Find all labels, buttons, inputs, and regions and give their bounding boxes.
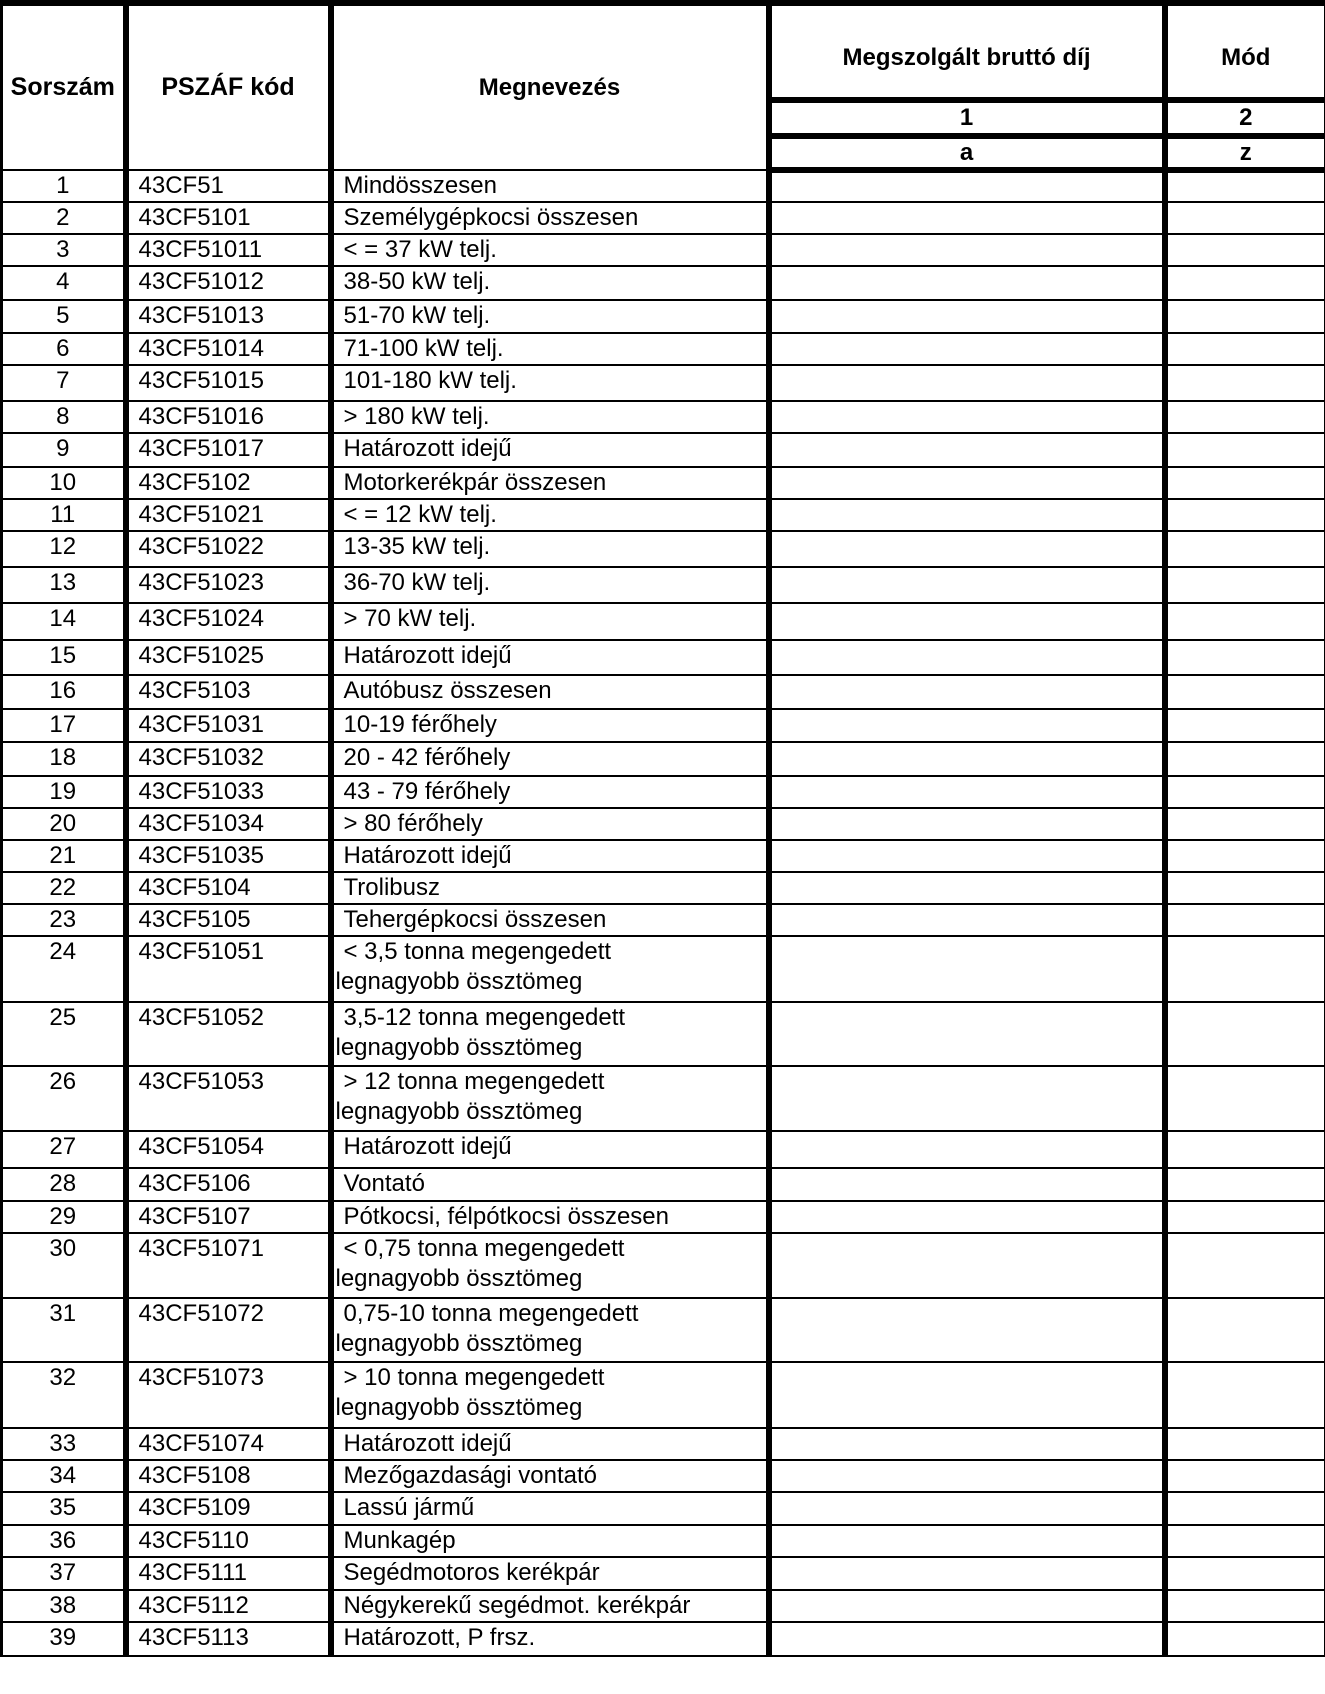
row-name-cell	[331, 170, 769, 202]
row-name: < = 37 kW telj.	[343, 236, 497, 263]
row-mode-input[interactable]	[1165, 202, 1325, 234]
row-pszaf-code: 43CF51021	[126, 499, 331, 531]
row-pszaf-code: 43CF5109	[126, 1492, 331, 1525]
row-gross-premium-input[interactable]	[769, 467, 1165, 499]
row-mode-input[interactable]	[1165, 709, 1325, 742]
row-mode-input[interactable]	[1165, 467, 1325, 499]
row-pszaf-code: 43CF5106	[126, 1168, 331, 1201]
table-row	[2, 904, 1325, 936]
row-mode-input[interactable]	[1165, 300, 1325, 333]
table-row	[2, 840, 1325, 872]
table-row	[2, 1557, 1325, 1590]
row-gross-premium-input[interactable]	[769, 872, 1165, 904]
row-name: Mindösszesen	[343, 172, 497, 199]
table-row	[2, 776, 1325, 808]
row-pszaf-code: 43CF51025	[126, 640, 331, 675]
row-gross-premium-input[interactable]	[769, 1131, 1165, 1168]
row-pszaf-code: 43CF5101	[126, 202, 331, 234]
row-name: Határozott idejű	[343, 435, 512, 462]
row-number: 18	[2, 742, 126, 776]
row-name-cell	[331, 872, 769, 904]
row-gross-premium-input[interactable]	[769, 202, 1165, 234]
row-number: 27	[2, 1131, 126, 1168]
row-pszaf-code: 43CF5113	[126, 1622, 331, 1656]
row-pszaf-code: 43CF51013	[126, 300, 331, 333]
row-pszaf-code: 43CF51023	[126, 567, 331, 603]
row-pszaf-code: 43CF51035	[126, 840, 331, 872]
row-mode-input[interactable]	[1165, 1460, 1325, 1492]
row-gross-premium-input[interactable]	[769, 567, 1165, 603]
row-name-cell	[331, 675, 769, 709]
row-name-cell	[331, 234, 769, 266]
row-mode-input[interactable]	[1165, 1622, 1325, 1656]
row-name-cell	[331, 1525, 769, 1557]
table-row	[2, 234, 1325, 266]
row-gross-premium-input[interactable]	[769, 1460, 1165, 1492]
row-number: 7	[2, 365, 126, 401]
row-name-cell	[331, 904, 769, 936]
row-number: 30	[2, 1233, 126, 1298]
row-mode-input[interactable]	[1165, 1492, 1325, 1525]
row-mode-input[interactable]	[1165, 1168, 1325, 1201]
row-name: Határozott idejű	[343, 1133, 512, 1160]
row-number: 29	[2, 1201, 126, 1233]
table-row	[2, 531, 1325, 567]
row-name: < 3,5 tonna megengedett	[343, 938, 612, 965]
row-name-cell	[331, 742, 769, 776]
table-row	[2, 640, 1325, 675]
row-name-cell	[331, 1298, 769, 1362]
row-number: 8	[2, 401, 126, 433]
row-pszaf-code: 43CF51	[126, 170, 331, 202]
row-name: 38-50 kW telj.	[343, 268, 491, 295]
row-name-cell	[331, 709, 769, 742]
row-name: Segédmotoros kerékpár	[343, 1559, 600, 1586]
row-number: 39	[2, 1622, 126, 1656]
row-number: 35	[2, 1492, 126, 1525]
row-name-cell	[331, 333, 769, 365]
table-row	[2, 872, 1325, 904]
table-row	[2, 1590, 1325, 1622]
row-mode-input[interactable]	[1165, 808, 1325, 840]
row-gross-premium-input[interactable]	[769, 709, 1165, 742]
row-name: 20 - 42 férőhely	[343, 744, 511, 771]
row-name-cell	[331, 531, 769, 567]
header-megnevezes: Megnevezés	[331, 3, 769, 170]
row-number: 5	[2, 300, 126, 333]
row-mode-input[interactable]	[1165, 640, 1325, 675]
row-name-cell	[331, 202, 769, 234]
row-name-cell	[331, 1233, 769, 1298]
header-mod-number: 2	[1165, 100, 1325, 136]
row-number: 16	[2, 675, 126, 709]
row-pszaf-code: 43CF51016	[126, 401, 331, 433]
row-number: 17	[2, 709, 126, 742]
row-mode-input[interactable]	[1165, 401, 1325, 433]
row-gross-premium-input[interactable]	[769, 499, 1165, 531]
table-row	[2, 1622, 1325, 1656]
table-row	[2, 1002, 1325, 1066]
row-mode-input[interactable]	[1165, 1590, 1325, 1622]
table-row	[2, 709, 1325, 742]
row-pszaf-code: 43CF51031	[126, 709, 331, 742]
row-pszaf-code: 43CF51054	[126, 1131, 331, 1168]
row-name: 101-180 kW telj.	[343, 367, 517, 394]
row-number: 9	[2, 433, 126, 467]
row-name: Négykerekű segédmot. kerékpár	[343, 1592, 691, 1619]
row-gross-premium-input[interactable]	[769, 1622, 1165, 1656]
row-gross-premium-input[interactable]	[769, 675, 1165, 709]
row-mode-input[interactable]	[1165, 1557, 1325, 1590]
row-mode-input[interactable]	[1165, 936, 1325, 1002]
row-gross-premium-input[interactable]	[769, 1557, 1165, 1590]
table-row	[2, 603, 1325, 640]
row-gross-premium-input[interactable]	[769, 742, 1165, 776]
row-name-cell	[331, 1622, 769, 1656]
row-name: Lassú jármű	[343, 1494, 475, 1521]
table-row	[2, 202, 1325, 234]
table-row	[2, 1201, 1325, 1233]
row-number: 24	[2, 936, 126, 1002]
row-name: 36-70 kW telj.	[343, 569, 491, 596]
row-mode-input[interactable]	[1165, 433, 1325, 467]
row-gross-premium-input[interactable]	[769, 1233, 1165, 1298]
table-row	[2, 333, 1325, 365]
row-pszaf-code: 43CF5105	[126, 904, 331, 936]
row-name-cell	[331, 1002, 769, 1066]
header-mod: Mód	[1165, 3, 1325, 100]
row-pszaf-code: 43CF5111	[126, 1557, 331, 1590]
row-gross-premium-input[interactable]	[769, 1168, 1165, 1201]
row-name: > 80 férőhely	[343, 810, 483, 837]
row-name-cell	[331, 776, 769, 808]
table-row	[2, 1428, 1325, 1460]
row-name-cell	[331, 401, 769, 433]
table-row	[2, 499, 1325, 531]
row-gross-premium-input[interactable]	[769, 433, 1165, 467]
row-gross-premium-input[interactable]	[769, 603, 1165, 640]
row-name-cell	[331, 1168, 769, 1201]
row-pszaf-code: 43CF5104	[126, 872, 331, 904]
table-row	[2, 300, 1325, 333]
row-gross-premium-input[interactable]	[769, 776, 1165, 808]
row-pszaf-code: 43CF51053	[126, 1066, 331, 1131]
row-name-continued: legnagyobb össztömeg	[335, 968, 583, 995]
row-gross-premium-input[interactable]	[769, 170, 1165, 202]
row-name: 3,5-12 tonna megengedett	[343, 1004, 626, 1031]
row-pszaf-code: 43CF51012	[126, 266, 331, 300]
header-sorszam: Sorszám	[2, 3, 126, 170]
row-pszaf-code: 43CF5110	[126, 1525, 331, 1557]
row-name-cell	[331, 433, 769, 467]
table-row	[2, 808, 1325, 840]
row-mode-input[interactable]	[1165, 675, 1325, 709]
table-row	[2, 1168, 1325, 1201]
row-gross-premium-input[interactable]	[769, 1492, 1165, 1525]
row-name-continued: legnagyobb össztömeg	[335, 1394, 583, 1421]
row-name-cell	[331, 1460, 769, 1492]
row-name: < 0,75 tonna megengedett	[343, 1235, 625, 1262]
row-name: Tehergépkocsi összesen	[343, 906, 607, 933]
row-name-cell	[331, 1066, 769, 1131]
row-number: 22	[2, 872, 126, 904]
row-pszaf-code: 43CF51072	[126, 1298, 331, 1362]
row-name-cell	[331, 499, 769, 531]
row-name: Mezőgazdasági vontató	[343, 1462, 597, 1489]
table-row	[2, 1362, 1325, 1428]
row-pszaf-code: 43CF5103	[126, 675, 331, 709]
row-gross-premium-input[interactable]	[769, 1298, 1165, 1362]
row-number: 6	[2, 333, 126, 365]
row-number: 15	[2, 640, 126, 675]
row-gross-premium-input[interactable]	[769, 300, 1165, 333]
table-row	[2, 365, 1325, 401]
row-number: 33	[2, 1428, 126, 1460]
row-name-cell	[331, 1590, 769, 1622]
row-mode-input[interactable]	[1165, 1002, 1325, 1066]
row-pszaf-code: 43CF51074	[126, 1428, 331, 1460]
row-mode-input[interactable]	[1165, 333, 1325, 365]
row-pszaf-code: 43CF51052	[126, 1002, 331, 1066]
row-number: 26	[2, 1066, 126, 1131]
row-name: 0,75-10 tonna megengedett	[343, 1300, 639, 1327]
row-mode-input[interactable]	[1165, 1525, 1325, 1557]
row-gross-premium-input[interactable]	[769, 1362, 1165, 1428]
row-name: Személygépkocsi összesen	[343, 204, 639, 231]
row-pszaf-code: 43CF5107	[126, 1201, 331, 1233]
row-pszaf-code: 43CF51024	[126, 603, 331, 640]
table-row	[2, 467, 1325, 499]
row-name-cell	[331, 467, 769, 499]
row-number: 20	[2, 808, 126, 840]
row-mode-input[interactable]	[1165, 872, 1325, 904]
row-number: 19	[2, 776, 126, 808]
row-name-cell	[331, 603, 769, 640]
table-row	[2, 170, 1325, 202]
row-pszaf-code: 43CF51022	[126, 531, 331, 567]
row-gross-premium-input[interactable]	[769, 904, 1165, 936]
row-number: 3	[2, 234, 126, 266]
row-name: 13-35 kW telj.	[343, 533, 491, 560]
row-number: 28	[2, 1168, 126, 1201]
row-name: 43 - 79 férőhely	[343, 778, 511, 805]
row-name: > 180 kW telj.	[343, 403, 490, 430]
row-gross-premium-input[interactable]	[769, 333, 1165, 365]
row-number: 34	[2, 1460, 126, 1492]
header-mod-type: z	[1165, 136, 1325, 170]
table-row	[2, 1066, 1325, 1131]
table-row	[2, 401, 1325, 433]
table-row	[2, 433, 1325, 467]
row-pszaf-code: 43CF51015	[126, 365, 331, 401]
row-gross-premium-input[interactable]	[769, 1002, 1165, 1066]
row-name-cell	[331, 266, 769, 300]
row-name-continued: legnagyobb össztömeg	[335, 1098, 583, 1125]
row-name: Határozott idejű	[343, 642, 512, 669]
row-name: Határozott idejű	[343, 842, 512, 869]
row-gross-premium-input[interactable]	[769, 401, 1165, 433]
row-number: 1	[2, 170, 126, 202]
header-dij-type: a	[769, 136, 1165, 170]
table-row	[2, 1525, 1325, 1557]
row-number: 14	[2, 603, 126, 640]
row-gross-premium-input[interactable]	[769, 1428, 1165, 1460]
row-gross-premium-input[interactable]	[769, 365, 1165, 401]
table-row	[2, 675, 1325, 709]
row-number: 13	[2, 567, 126, 603]
row-gross-premium-input[interactable]	[769, 1066, 1165, 1131]
row-pszaf-code: 43CF51033	[126, 776, 331, 808]
row-gross-premium-input[interactable]	[769, 808, 1165, 840]
row-name: 71-100 kW telj.	[343, 335, 504, 362]
row-name-cell	[331, 1201, 769, 1233]
table-row	[2, 1233, 1325, 1298]
row-pszaf-code: 43CF5108	[126, 1460, 331, 1492]
table-row	[2, 936, 1325, 1002]
row-number: 37	[2, 1557, 126, 1590]
row-gross-premium-input[interactable]	[769, 1201, 1165, 1233]
row-name-cell	[331, 1557, 769, 1590]
table-row	[2, 1298, 1325, 1362]
row-mode-input[interactable]	[1165, 365, 1325, 401]
row-number: 10	[2, 467, 126, 499]
row-mode-input[interactable]	[1165, 1233, 1325, 1298]
row-name: Motorkerékpár összesen	[343, 469, 607, 496]
row-mode-input[interactable]	[1165, 266, 1325, 300]
row-name: > 70 kW telj.	[343, 605, 477, 632]
row-name: > 10 tonna megengedett	[343, 1364, 605, 1391]
row-mode-input[interactable]	[1165, 170, 1325, 202]
row-number: 31	[2, 1298, 126, 1362]
row-name: < = 12 kW telj.	[343, 501, 497, 528]
table-row	[2, 567, 1325, 603]
row-pszaf-code: 43CF51034	[126, 808, 331, 840]
row-name-continued: legnagyobb össztömeg	[335, 1330, 583, 1357]
row-number: 2	[2, 202, 126, 234]
row-name-cell	[331, 1131, 769, 1168]
table-row	[2, 266, 1325, 300]
row-name-cell	[331, 840, 769, 872]
row-name: Határozott idejű	[343, 1430, 512, 1457]
row-pszaf-code: 43CF51032	[126, 742, 331, 776]
row-name-cell	[331, 567, 769, 603]
row-name-continued: legnagyobb össztömeg	[335, 1034, 583, 1061]
row-mode-input[interactable]	[1165, 234, 1325, 266]
row-gross-premium-input[interactable]	[769, 266, 1165, 300]
row-name: Határozott, P frsz.	[343, 1624, 536, 1651]
row-pszaf-code: 43CF51073	[126, 1362, 331, 1428]
row-pszaf-code: 43CF51017	[126, 433, 331, 467]
row-number: 11	[2, 499, 126, 531]
row-mode-input[interactable]	[1165, 904, 1325, 936]
row-mode-input[interactable]	[1165, 742, 1325, 776]
row-gross-premium-input[interactable]	[769, 640, 1165, 675]
row-mode-input[interactable]	[1165, 776, 1325, 808]
row-number: 32	[2, 1362, 126, 1428]
row-mode-input[interactable]	[1165, 1428, 1325, 1460]
table-row	[2, 742, 1325, 776]
row-name-cell	[331, 1492, 769, 1525]
row-name: > 12 tonna megengedett	[343, 1068, 605, 1095]
row-mode-input[interactable]	[1165, 531, 1325, 567]
table-row	[2, 1492, 1325, 1525]
header-dij: Megszolgált bruttó díj	[769, 3, 1165, 100]
row-mode-input[interactable]	[1165, 840, 1325, 872]
row-gross-premium-input[interactable]	[769, 840, 1165, 872]
row-mode-input[interactable]	[1165, 499, 1325, 531]
row-pszaf-code: 43CF51011	[126, 234, 331, 266]
row-number: 36	[2, 1525, 126, 1557]
row-mode-input[interactable]	[1165, 1201, 1325, 1233]
row-name-cell	[331, 640, 769, 675]
row-name-cell	[331, 1428, 769, 1460]
row-pszaf-code: 43CF5112	[126, 1590, 331, 1622]
row-mode-input[interactable]	[1165, 603, 1325, 640]
table-row	[2, 1460, 1325, 1492]
row-name-continued: legnagyobb össztömeg	[335, 1265, 583, 1292]
row-name: Munkagép	[343, 1527, 456, 1554]
row-mode-input[interactable]	[1165, 1362, 1325, 1428]
row-name: 51-70 kW telj.	[343, 302, 491, 329]
row-mode-input[interactable]	[1165, 567, 1325, 603]
row-number: 23	[2, 904, 126, 936]
row-number: 38	[2, 1590, 126, 1622]
row-name-cell	[331, 808, 769, 840]
header-dij-number: 1	[769, 100, 1165, 136]
row-mode-input[interactable]	[1165, 1131, 1325, 1168]
row-name: Autóbusz összesen	[343, 677, 552, 704]
row-mode-input[interactable]	[1165, 1298, 1325, 1362]
row-name: 10-19 férőhely	[343, 711, 497, 738]
row-pszaf-code: 43CF5102	[126, 467, 331, 499]
row-name-cell	[331, 1362, 769, 1428]
row-name-cell	[331, 936, 769, 1002]
row-number: 25	[2, 1002, 126, 1066]
header-pszaf-kod: PSZÁF kód	[126, 3, 331, 170]
table-row	[2, 1131, 1325, 1168]
row-number: 4	[2, 266, 126, 300]
row-pszaf-code: 43CF51014	[126, 333, 331, 365]
row-gross-premium-input[interactable]	[769, 1525, 1165, 1557]
row-name: Pótkocsi, félpótkocsi összesen	[343, 1203, 669, 1230]
row-name: Vontató	[343, 1170, 425, 1197]
row-name-cell	[331, 365, 769, 401]
row-name-cell	[331, 300, 769, 333]
row-gross-premium-input[interactable]	[769, 234, 1165, 266]
row-name: Trolibusz	[343, 874, 440, 901]
row-gross-premium-input[interactable]	[769, 1590, 1165, 1622]
row-gross-premium-input[interactable]	[769, 531, 1165, 567]
row-pszaf-code: 43CF51051	[126, 936, 331, 1002]
row-number: 21	[2, 840, 126, 872]
row-pszaf-code: 43CF51071	[126, 1233, 331, 1298]
row-gross-premium-input[interactable]	[769, 936, 1165, 1002]
row-number: 12	[2, 531, 126, 567]
table-body	[2, 170, 1325, 1656]
table-header	[2, 3, 1325, 170]
row-mode-input[interactable]	[1165, 1066, 1325, 1131]
